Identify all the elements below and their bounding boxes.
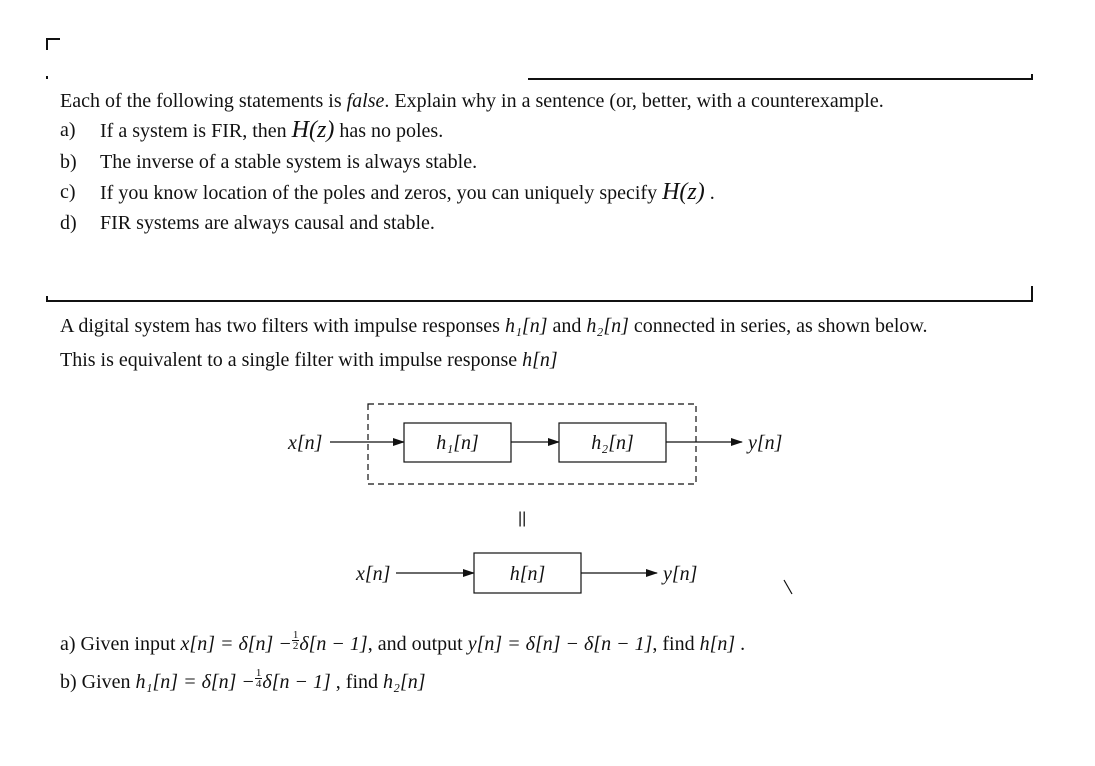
line2-text: This is equivalent to a single filter with impulse response (60, 349, 523, 371)
diagram-y-label-bottom: y[n] (663, 563, 698, 585)
item-letter: c) (60, 181, 76, 203)
item-letter: d) (60, 212, 77, 234)
problem2-part-a (60, 630, 745, 656)
problem2-part-b (60, 668, 426, 694)
diagram-y-label-top: y[n] (748, 432, 783, 454)
diagram-block2-label: h₂[n] (591, 432, 634, 454)
diagram-x-label-top: x[n] (288, 432, 323, 454)
part-b-mid: , find (330, 671, 383, 693)
fraction-numerator: 1 (292, 629, 299, 641)
item-text-pre: If you know location of the poles and zeros, you can uniquely specify (100, 182, 663, 204)
fraction-denominator: 2 (292, 640, 299, 652)
part-a-end: . (735, 633, 746, 655)
intro-text-b: . Explain why in a sentence (or, better, with a counterexample. (384, 90, 884, 112)
math-h2: h₂[n] (586, 315, 629, 337)
math-x-def-tail: δ[n − 1] (299, 633, 368, 655)
equivalence-symbol: || (518, 510, 527, 527)
math-H-of-z: H(z) (291, 117, 335, 143)
part-a-end-pre: , find (652, 633, 700, 655)
item-text-pre: If a system is FIR, then (100, 120, 292, 142)
math-h1-def: h₁[n] = δ[n] − (135, 671, 255, 693)
item-letter: a) (60, 119, 76, 141)
math-H-of-z: H(z) (662, 179, 705, 205)
fraction-numerator: 1 (255, 667, 262, 679)
item-text: FIR systems are always causal and stable. (100, 212, 435, 234)
diagram-block1-label: h₁[n] (436, 432, 479, 454)
math-find-h: h[n] (699, 633, 736, 655)
stray-mark (784, 580, 792, 594)
line1-text-b: connected in series, as shown below. (628, 315, 928, 337)
item-letter: b) (60, 151, 77, 173)
fraction-denominator: 4 (255, 678, 262, 690)
math-h1: h₁[n] (504, 315, 548, 337)
math-h: h[n] (522, 349, 558, 371)
math-x-def: x[n] = δ[n] − (180, 633, 292, 655)
diagram-x-label-bottom: x[n] (356, 563, 391, 585)
intro-emphasis: false (346, 90, 385, 112)
math-y-def: y[n] = δ[n] − δ[n − 1] (467, 633, 653, 655)
item-text: The inverse of a stable system is always stable. (100, 151, 478, 173)
part-b-label: b) Given (60, 671, 136, 693)
part-a-label: a) Given input (60, 633, 181, 655)
line1-text-a: A digital system has two filters with impulse responses (60, 315, 505, 337)
item-text-post: has no poles. (334, 120, 444, 142)
item-text-post: . (704, 182, 715, 204)
part-a-mid: , and output (367, 633, 468, 655)
intro-text-a: Each of the following statements is (60, 90, 347, 112)
math-find-h2: h₂[n] (383, 671, 426, 693)
line1-text-mid: and (547, 315, 587, 337)
diagram-block-h-label: h[n] (509, 563, 546, 585)
math-h1-def-tail: δ[n − 1] (262, 671, 331, 693)
